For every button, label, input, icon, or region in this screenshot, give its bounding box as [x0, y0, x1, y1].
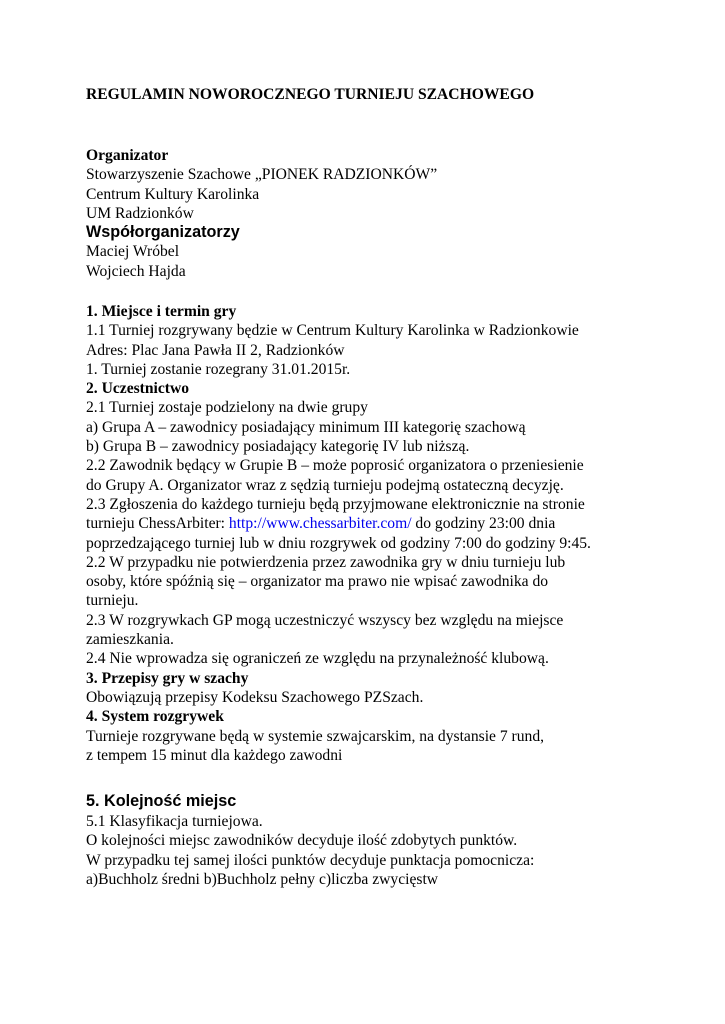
section2-link-line [86, 514, 706, 533]
section2-line: turnieju. [86, 592, 139, 610]
section4-heading: 4. System rozgrywek [86, 708, 224, 726]
section5-line: a)Buchholz średni b)Buchholz pełny c)liczba zwycięstw [86, 870, 439, 888]
section5 [86, 791, 706, 889]
section2-line: 2.3 W rozgrywkach GP mogą uczestniczyć wszyscy bez względu na miejsce [86, 611, 564, 629]
organizer-line: UM Radzionków [86, 204, 194, 222]
section4-line: Turnieje rozgrywane będą w systemie szwajcarskim, na dystansie 7 rund, [86, 727, 545, 745]
section2-line: 2.4 Nie wprowadza się ograniczeń ze względu na przynależność klubową. [86, 650, 549, 668]
section2-line: a) Grupa A – zawodnicy posiadający minimum III kategorię szachową [86, 418, 526, 436]
document-title: REGULAMIN NOWOROCZNEGO TURNIEJU SZACHOWEGO [86, 86, 535, 103]
section2-line: b) Grupa B – zawodnicy posiadający kategorię IV lub niższą. [86, 438, 470, 456]
section5-line: O kolejności miejsc zawodników decyduje ilość zdobytych punktów. [86, 832, 518, 850]
link-suffix: do godziny 23:00 dnia [411, 515, 556, 533]
section1-line: 1.1 Turniej rozgrywany będzie w Centrum Kultury Karolinka w Radzionkowie [86, 322, 579, 340]
link-prefix: turnieju ChessArbiter: [86, 515, 229, 533]
chessarbiter-link[interactable]: http://www.chessarbiter.com/ [228, 515, 412, 533]
section2-line: zamieszkania. [86, 631, 174, 649]
section2-line: poprzedzającego turniej lub w dniu rozgrywek od godziny 7:00 do godziny 9:45. [86, 534, 591, 552]
section5-heading: 5. Kolejność miejsc [86, 792, 237, 810]
section5-line: W przypadku tej samej ilości punktów decyduje punktacja pomocnicza: [86, 851, 535, 869]
section2-line: osoby, które spóźnią się – organizator ma prawo nie wpisać zawodnika do [86, 573, 549, 591]
rules-sections [86, 302, 706, 765]
section1-line: 1. Turniej zostanie rozegrany 31.01.2015r. [86, 360, 351, 378]
section2-line: do Grupy A. Organizator wraz z sędzią turnieju podejmą ostateczną decyzję. [86, 476, 564, 494]
section3-heading: 3. Przepisy gry w szachy [86, 669, 249, 687]
section2-line: 2.1 Turniej zostaje podzielony na dwie grupy [86, 399, 368, 417]
section2-line: 2.2 W przypadku nie potwierdzenia przez zawodnika gry w dniu turnieju lub [86, 553, 566, 571]
section5-line: 5.1 Klasyfikacja turniejowa. [86, 813, 263, 830]
section4-line: z tempem 15 minut dla każdego zawodni [86, 746, 343, 764]
coorganizer-line: Maciej Wróbel [86, 243, 180, 261]
coorganizers-heading: Współorganizatorzy [86, 223, 240, 242]
section2-line: 2.3 Zgłoszenia do każdego turnieju będą przyjmowane elektronicznie na stronie [86, 495, 585, 513]
section3-line: Obowiązują przepisy Kodeksu Szachowego PZSzach. [86, 688, 424, 706]
section1-heading: 1. Miejsce i termin gry [86, 303, 237, 320]
section2-line: 2.2 Zawodnik będący w Grupie B – może poprosić organizatora o przeniesienie [86, 457, 584, 475]
organizer-line: Stowarzyszenie Szachowe „PIONEK RADZIONKÓW” [86, 166, 438, 184]
organizer-heading: Organizator [86, 147, 169, 164]
section1-line: Adres: Plac Jana Pawła II 2, Radzionków [86, 341, 345, 359]
coorganizer-line: Wojciech Hajda [86, 262, 186, 280]
organizer-section [86, 146, 706, 281]
section2-heading: 2. Uczestnictwo [86, 380, 190, 398]
organizer-line: Centrum Kultury Karolinka [86, 185, 260, 203]
